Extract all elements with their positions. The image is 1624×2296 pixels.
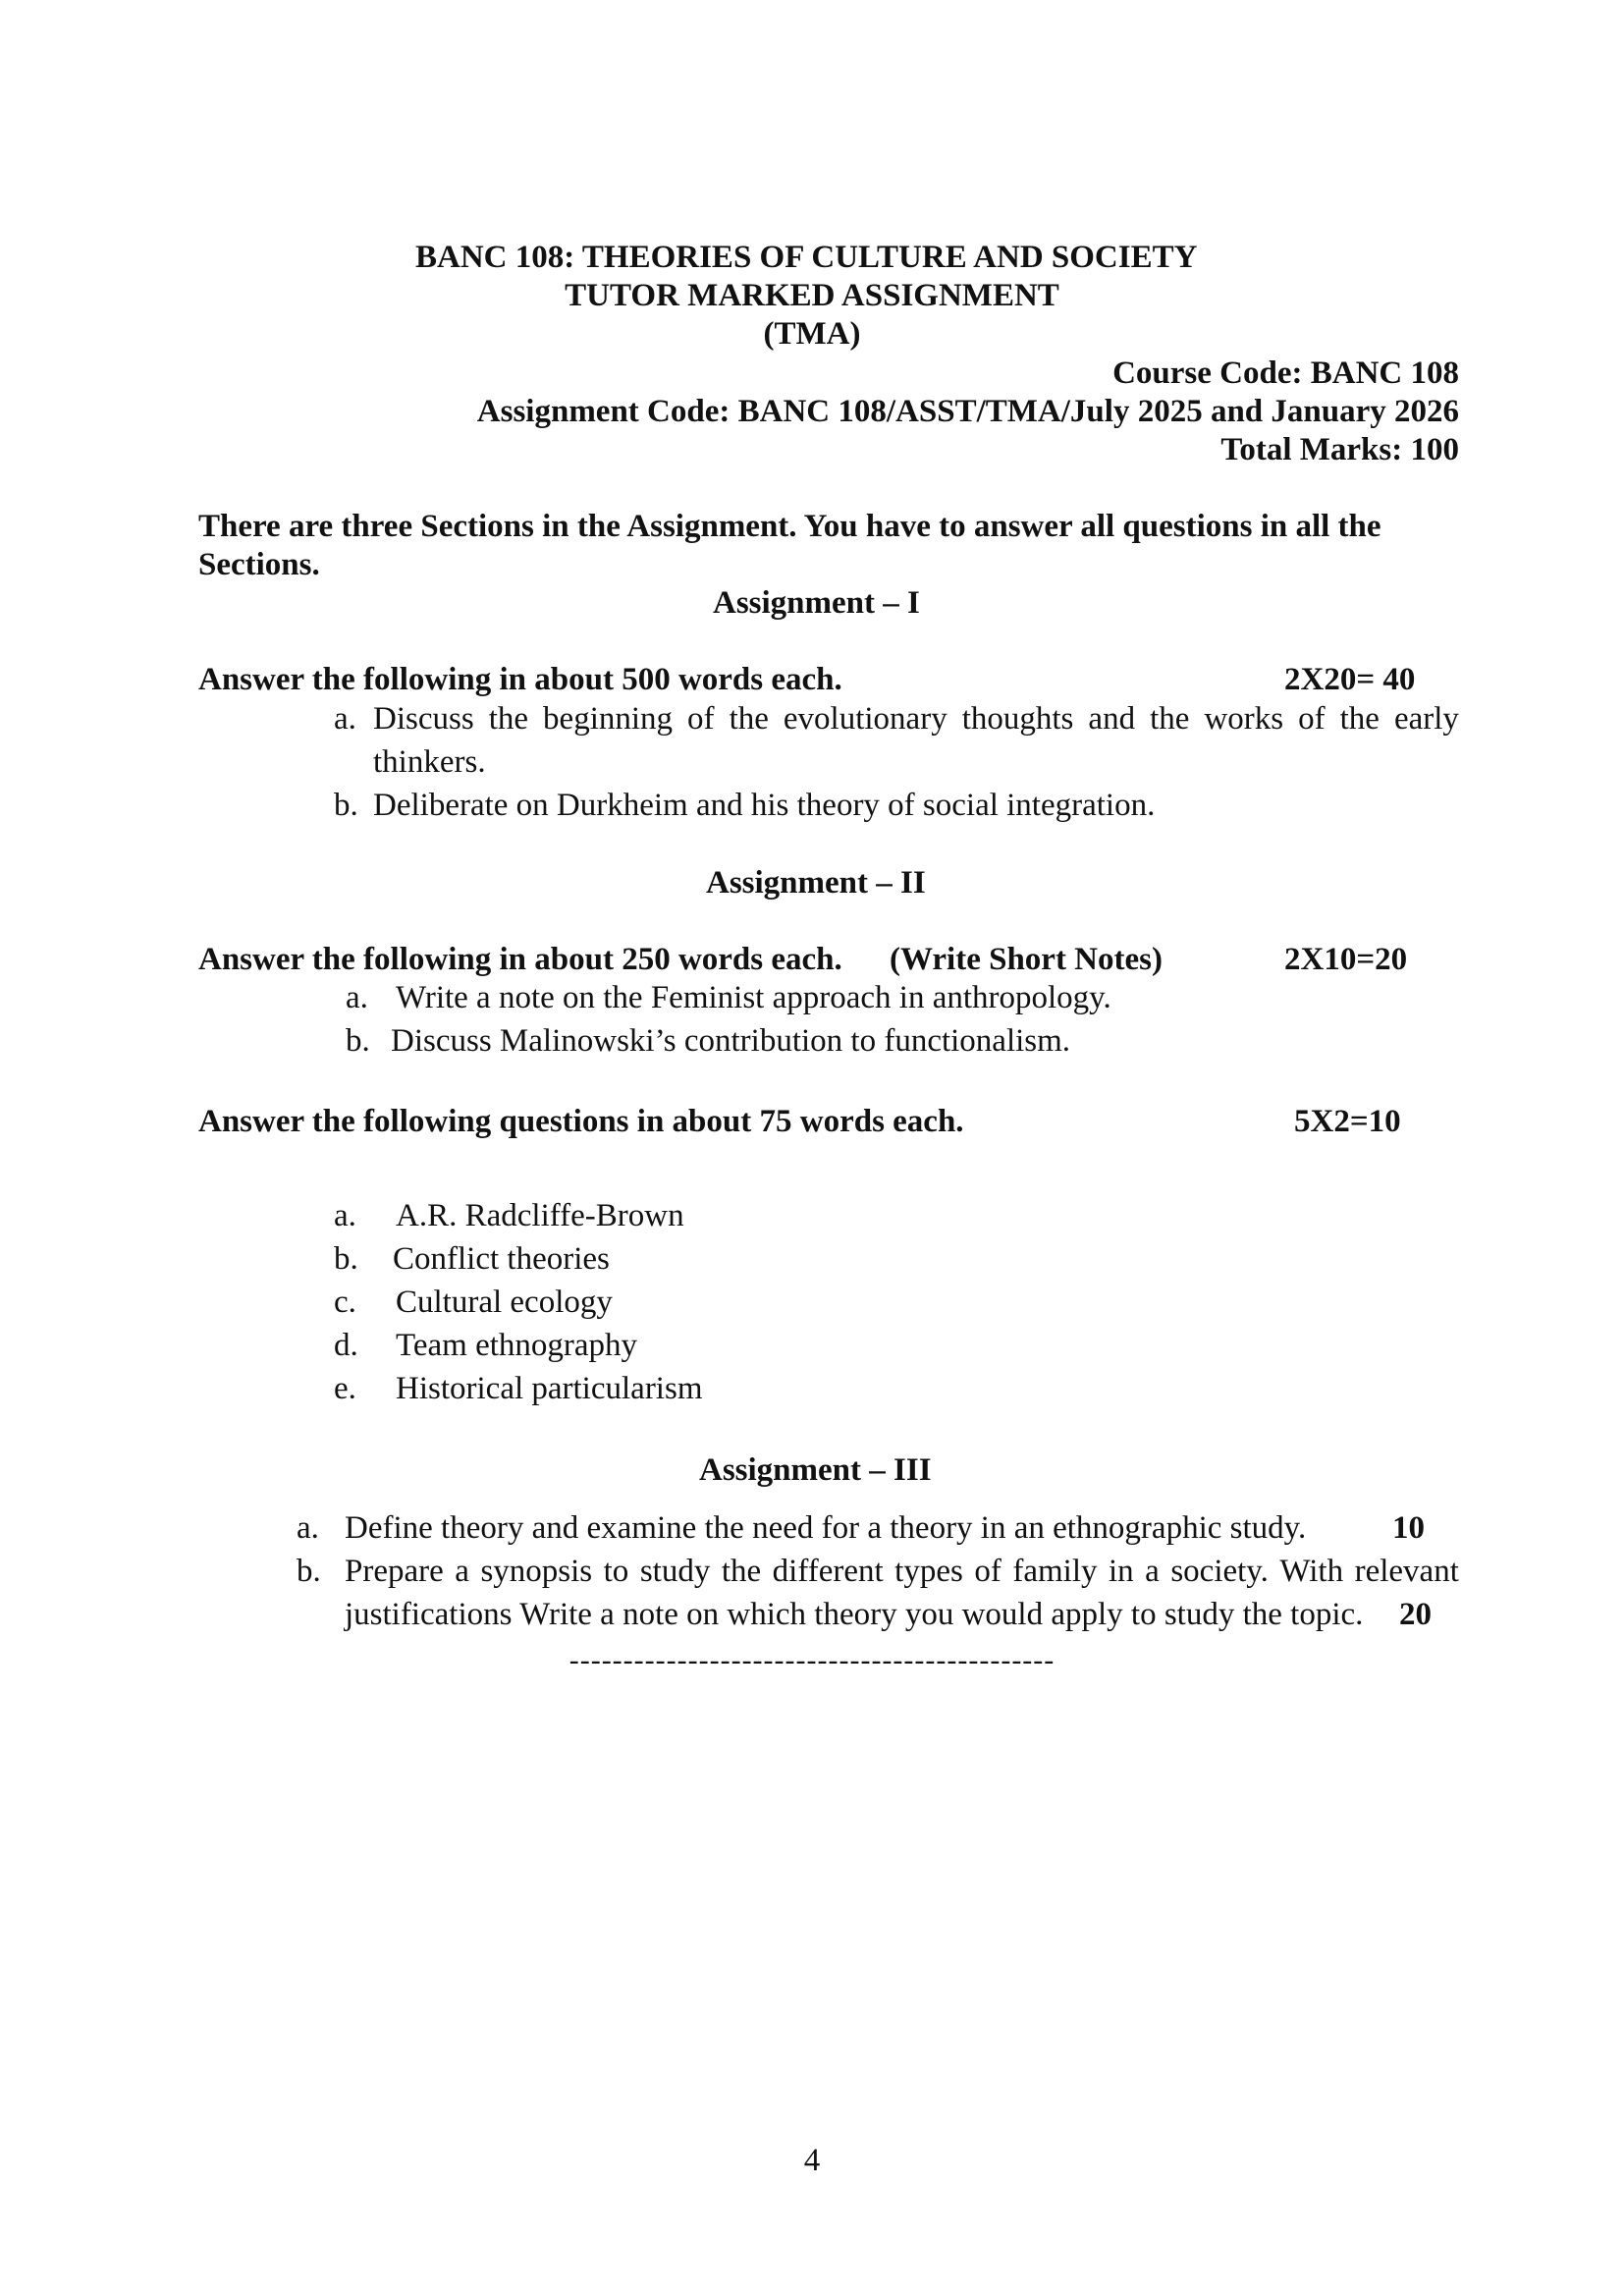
assignment-1-q-a-word: the	[1339, 701, 1380, 737]
assignment-1-q-a-word: evolutionary	[783, 701, 947, 737]
assignment-3-q-b-word: synopsis	[480, 1554, 593, 1589]
assignment-1-q-a-word: the	[1150, 701, 1190, 737]
assignment-3-q-b-word: types	[894, 1554, 963, 1589]
assignment-3-q-b-line-2: justifications Write a note on which theory you would apply to study the topic.	[345, 1597, 1364, 1632]
short-notes-instruction: Answer the following questions in about 75 words each.	[198, 1104, 964, 1139]
tma-title: TUTOR MARKED ASSIGNMENT	[565, 278, 1059, 313]
course-title: BANC 108: THEORIES OF CULTURE AND SOCIETY	[415, 240, 1198, 275]
assignment-2-q-b-marker: b.	[346, 1023, 370, 1059]
short-item-b: Conflict theories	[393, 1241, 610, 1277]
assignment-1-q-a-line-2: thinkers.	[373, 744, 486, 780]
intro-line-2: Sections.	[198, 547, 320, 582]
assignment-1-q-a-word: of	[1298, 701, 1326, 737]
assignment-1-q-a-word: beginning	[543, 701, 674, 737]
assignment-3-q-b-word: in	[1109, 1554, 1134, 1589]
assignment-3-q-b-word: society.	[1170, 1554, 1269, 1589]
assignment-1-q-a-marker: a.	[334, 701, 356, 737]
assignment-3-q-b-word: study	[639, 1554, 711, 1589]
assignment-2-q-a: Write a note on the Feminist approach in anthropology.	[396, 980, 1111, 1015]
assignment-1-q-a-word: thoughts	[961, 701, 1074, 737]
assignment-2-instruction: Answer the following in about 250 words each.	[198, 942, 842, 977]
assignment-3-q-b-word: Prepare	[345, 1554, 444, 1589]
short-item-b-marker: b.	[334, 1241, 358, 1277]
assignment-3-q-b-word: family	[1012, 1554, 1098, 1589]
assignment-1-instruction: Answer the following in about 500 words each.	[198, 662, 842, 697]
assignment-2-q-a-marker: a.	[346, 980, 368, 1015]
assignment-3-q-a: Define theory and examine the need for a theory in an ethnographic study.	[345, 1510, 1307, 1546]
tma-abbrev: (TMA)	[763, 316, 861, 352]
short-item-d: Team ethnography	[396, 1328, 638, 1363]
assignment-3-q-b-word: a	[455, 1554, 469, 1589]
assignment-3-q-b-marker: b.	[297, 1554, 321, 1589]
assignment-1-q-a-line-1	[373, 703, 1459, 736]
assignment-3-q-b-word: a	[1145, 1554, 1160, 1589]
assignment-1-marks: 2X20= 40	[1284, 662, 1416, 697]
short-item-a-marker: a.	[334, 1198, 356, 1233]
assignment-2-title: Assignment – II	[706, 865, 926, 901]
assignment-2-note: (Write Short Notes)	[890, 942, 1163, 977]
short-item-c-marker: c.	[334, 1285, 356, 1320]
assignment-3-q-b-word: the	[721, 1554, 762, 1589]
assignment-3-q-a-marker: a.	[297, 1510, 319, 1546]
short-notes-marks: 5X2=10	[1294, 1104, 1401, 1139]
assignment-3-q-b-word: of	[974, 1554, 1001, 1589]
assignment-2-q-b: Discuss Malinowski’s contribution to functionalism.	[391, 1023, 1071, 1059]
page-number: 4	[803, 2143, 821, 2178]
assignment-3-q-b-word: different	[772, 1554, 884, 1589]
assignment-1-q-a-word: of	[687, 701, 715, 737]
assignment-1-q-b: Deliberate on Durkheim and his theory of social integration.	[373, 788, 1156, 823]
short-item-e-marker: e.	[334, 1371, 356, 1406]
short-item-a: A.R. Radcliffe-Brown	[396, 1198, 684, 1233]
end-separator: ---------------------------------------------	[568, 1644, 1056, 1676]
assignment-3-q-b-line-1	[345, 1556, 1459, 1588]
assignment-3-q-b-marks: 20	[1399, 1597, 1432, 1632]
assignment-1-title: Assignment – I	[713, 585, 920, 621]
assignment-1-q-a-word: the	[488, 701, 529, 737]
short-item-e: Historical particularism	[396, 1371, 703, 1406]
assignment-1-q-a-word: the	[729, 701, 769, 737]
short-item-d-marker: d.	[334, 1328, 358, 1363]
total-marks: Total Marks: 100	[1220, 432, 1459, 467]
assignment-3-q-b-word: to	[603, 1554, 629, 1589]
assignment-1-q-b-marker: b.	[334, 788, 358, 823]
assignment-3-title: Assignment – III	[699, 1452, 932, 1488]
assignment-code: Assignment Code: BANC 108/ASST/TMA/July 2025 and January 2026	[476, 394, 1459, 429]
assignment-2-marks: 2X10=20	[1284, 942, 1408, 977]
assignment-1-q-a-word: and	[1088, 701, 1136, 737]
assignment-1-q-a-word: works	[1204, 701, 1284, 737]
assignment-1-q-a-word: early	[1393, 701, 1459, 737]
course-code: Course Code: BANC 108	[1112, 355, 1459, 391]
assignment-3-q-a-marks: 10	[1392, 1510, 1425, 1546]
assignment-3-q-b-word: relevant	[1354, 1554, 1459, 1589]
short-item-c: Cultural ecology	[396, 1285, 613, 1320]
intro-line-1: There are three Sections in the Assignment. You have to answer all questions in all the	[198, 509, 1381, 544]
assignment-3-q-b-word: With	[1279, 1554, 1344, 1589]
assignment-1-q-a-word: Discuss	[373, 701, 474, 737]
